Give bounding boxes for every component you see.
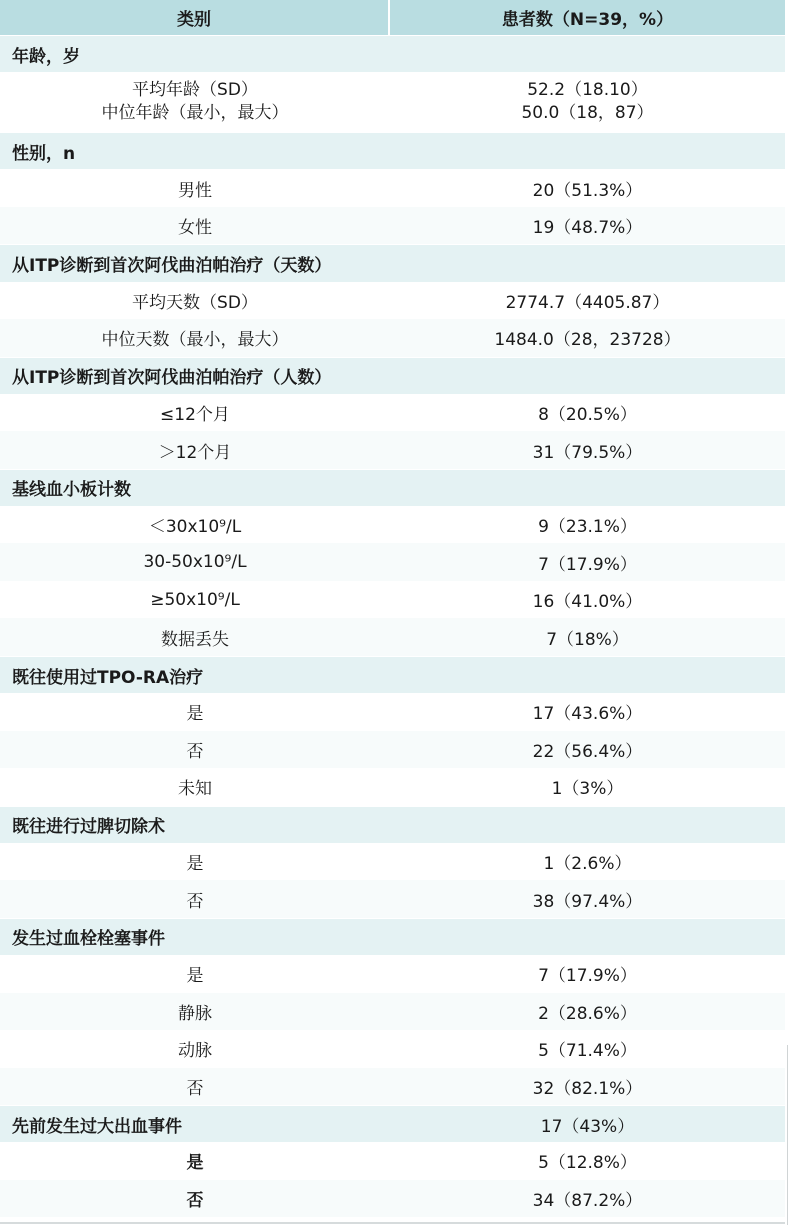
row-label: 静脉 (178, 1003, 212, 1024)
row-label: 是 (186, 966, 204, 987)
row-value: 32（82.1%） (532, 1078, 643, 1099)
section-header-row (0, 656, 785, 693)
row-label: 否 (186, 891, 204, 912)
table-row (0, 581, 785, 619)
row-label: 男性 (178, 180, 212, 201)
section-header-row (0, 35, 785, 72)
row-value: 7（17.9%） (538, 554, 637, 575)
table-header (0, 0, 785, 35)
table-row (0, 1068, 785, 1106)
row-value: 31（79.5%） (532, 442, 643, 463)
section-title: 从ITP诊断到首次阿伐曲泊帕治疗（天数） (12, 255, 332, 276)
table-row (0, 955, 785, 993)
row-label: ≥50x10⁹/L (150, 589, 240, 610)
table-row (0, 1030, 785, 1068)
row-value: 1484.0（28，23728） (494, 330, 681, 351)
row-value: 17（43.6%） (532, 704, 643, 725)
row-value: 22（56.4%） (532, 741, 643, 762)
row-label: 未知 (178, 779, 212, 800)
row-label: 否 (186, 1078, 204, 1099)
row-label: 数据丢失 (161, 629, 229, 650)
row-value: 38（97.4%） (532, 891, 643, 912)
table-row (0, 207, 785, 245)
row-label: 是 (186, 704, 204, 725)
table-row (0, 693, 785, 731)
section-title: 既往进行过脾切除术 (12, 817, 165, 838)
table-right-edge (787, 1045, 788, 1225)
row-value: 2774.7（4405.87） (505, 292, 670, 313)
row-value: 1（2.6%） (543, 854, 632, 875)
section-title: 发生过血栓栓塞事件 (12, 929, 165, 950)
row-label: 平均年龄（SD） 中位年龄（最小，最大） (101, 80, 289, 124)
row-value: 8（20.5%） (538, 405, 637, 425)
section-header-row (0, 132, 785, 169)
table-row (0, 72, 785, 132)
table-row (0, 843, 785, 881)
table-row (0, 543, 785, 581)
row-value: 52.2（18.10） 50.0（18，87） (521, 80, 654, 124)
row-value: 5（71.4%） (538, 1041, 637, 1062)
section-title: 年龄，岁 (12, 46, 80, 67)
row-label: 是 (186, 1153, 204, 1174)
row-label: ≤12个月 (160, 405, 230, 425)
row-label: 动脉 (178, 1041, 212, 1062)
table-row (0, 618, 785, 656)
row-label: ＜30x10⁹/L (148, 517, 242, 538)
table-row (0, 394, 785, 432)
header-category: 类别 (0, 0, 390, 35)
table-row (0, 1180, 785, 1218)
table-row (0, 731, 785, 769)
row-value: 16（41.0%） (532, 592, 643, 613)
section-title: 从ITP诊断到首次阿伐曲泊帕治疗（人数） (12, 368, 332, 389)
row-value: 1（3%） (551, 779, 624, 800)
table-bottom-border (0, 1222, 785, 1224)
row-label: 是 (186, 854, 204, 875)
section-title: 基线血小板计数 (12, 480, 131, 501)
section-header-row (0, 1105, 785, 1142)
row-value: 7（18%） (546, 629, 629, 650)
table-row (0, 169, 785, 207)
section-header-row (0, 918, 785, 955)
row-value: 9（23.1%） (538, 517, 637, 538)
table-row (0, 282, 785, 320)
section-title: 既往使用过TPO-RA治疗 (12, 667, 204, 688)
section-title: 性别，n (12, 143, 76, 164)
row-label: 中位天数（最小，最大） (101, 330, 289, 351)
table-row (0, 880, 785, 918)
row-label: 否 (186, 741, 204, 762)
section-header-row (0, 469, 785, 506)
table-row (0, 768, 785, 806)
row-value: 19（48.7%） (532, 218, 643, 239)
section-title: 先前发生过大出血事件 (12, 1116, 182, 1137)
row-value: 2（28.6%） (538, 1003, 637, 1024)
section-header-row (0, 806, 785, 843)
section-value: 17（43%） (540, 1116, 635, 1137)
table-row (0, 431, 785, 469)
header-count: 患者数（N=39，%） (501, 10, 674, 30)
row-label: ＞12个月 (158, 442, 232, 463)
table-row (0, 1142, 785, 1180)
section-header-row (0, 357, 785, 394)
table-body (0, 35, 785, 1217)
table-row (0, 993, 785, 1031)
row-label: 平均天数（SD） (132, 292, 258, 313)
table-row (0, 319, 785, 357)
row-value: 7（17.9%） (538, 966, 637, 987)
row-label: 女性 (178, 218, 212, 239)
row-value: 34（87.2%） (532, 1190, 643, 1211)
row-value: 5（12.8%） (538, 1153, 637, 1174)
section-header-row (0, 244, 785, 281)
table-row (0, 506, 785, 544)
row-value: 20（51.3%） (532, 180, 643, 201)
row-label: 30-50x10⁹/L (143, 552, 247, 573)
row-label: 否 (186, 1190, 204, 1211)
